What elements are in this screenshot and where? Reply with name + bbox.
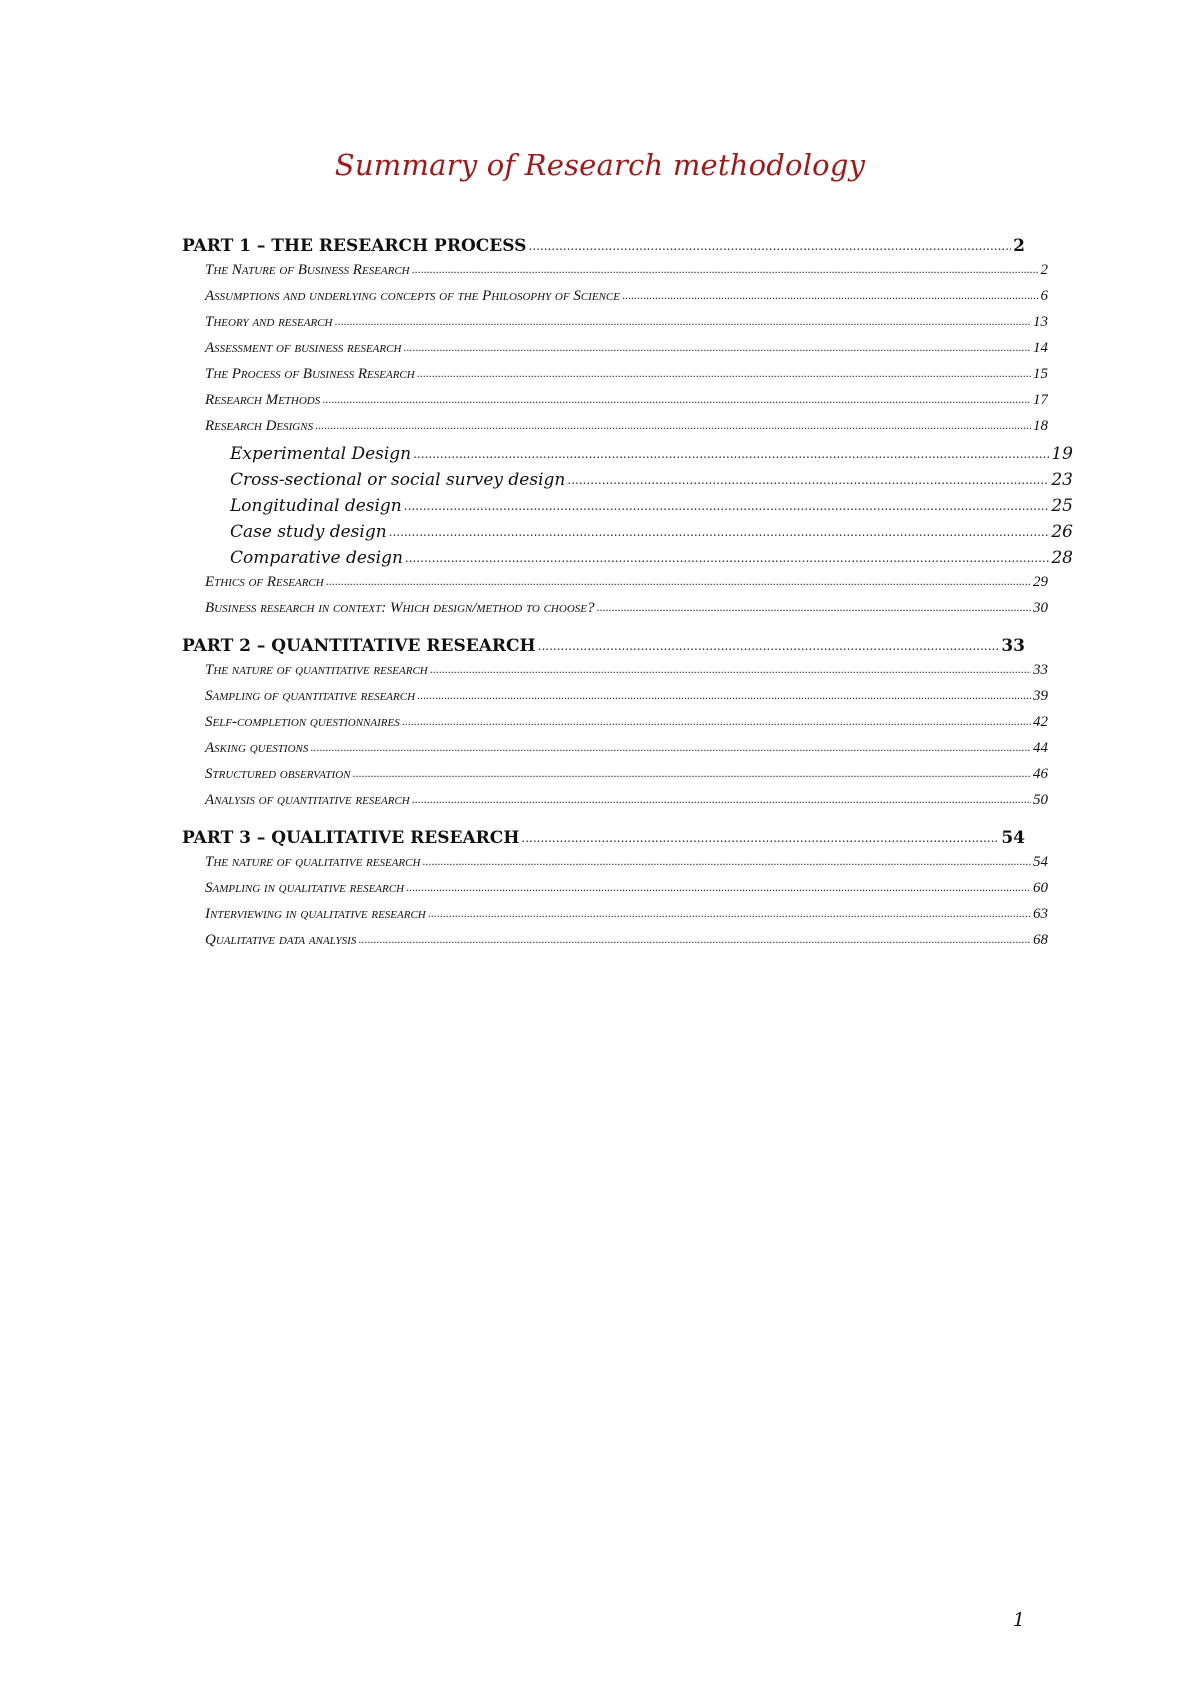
dot-leader <box>538 636 1000 655</box>
toc-subsection-entry[interactable] <box>182 496 1073 522</box>
toc-section-entry[interactable] <box>182 392 1048 418</box>
toc-entry-page-number: 63 <box>1033 906 1048 922</box>
toc-section-entry[interactable] <box>182 880 1048 906</box>
toc-entry-page-number: 30 <box>1033 600 1048 616</box>
toc-entry-page-number: 2 <box>1013 236 1025 256</box>
toc-entry-page-number: 2 <box>1040 262 1048 278</box>
toc-entry-page-number: 18 <box>1033 418 1048 434</box>
toc-entry-page-number: 13 <box>1033 314 1048 330</box>
toc-part-entry[interactable] <box>182 636 1025 662</box>
dot-leader <box>389 522 1050 541</box>
footer-page-number: 1 <box>1012 1609 1025 1631</box>
dot-leader <box>402 714 1031 730</box>
toc-section-entry[interactable] <box>182 740 1048 766</box>
toc-section-entry[interactable] <box>182 262 1048 288</box>
dot-leader <box>406 880 1031 896</box>
toc-subsection-entry[interactable] <box>182 470 1073 496</box>
toc-entry-page-number: 44 <box>1033 740 1048 756</box>
toc-section-entry[interactable] <box>182 932 1048 958</box>
dot-leader <box>322 392 1031 408</box>
toc-entry-label: Comparative design <box>230 548 403 568</box>
toc-entry-page-number: 54 <box>1001 828 1025 848</box>
toc-entry-label: Research Methods <box>205 392 321 408</box>
toc-entry-label: Analysis of quantitative research <box>205 792 410 808</box>
dot-leader <box>622 288 1039 304</box>
toc-subsection-entry[interactable] <box>182 522 1073 548</box>
toc-entry-page-number: 29 <box>1033 574 1048 590</box>
dot-leader <box>326 574 1031 590</box>
dot-leader <box>310 740 1031 756</box>
toc-section-entry[interactable] <box>182 854 1048 880</box>
toc-entry-label: PART 1 – THE RESEARCH PROCESS <box>182 236 527 256</box>
toc-entry-label: Ethics of Research <box>205 574 324 590</box>
toc-part-1 <box>182 236 1073 626</box>
toc-section-entry[interactable] <box>182 574 1048 600</box>
toc-entry-label: Assessment of business research <box>205 340 402 356</box>
toc-section-entry[interactable] <box>182 662 1048 688</box>
toc-entry-page-number: 33 <box>1033 662 1048 678</box>
dot-leader <box>567 470 1049 489</box>
toc-entry-page-number: 28 <box>1051 548 1073 568</box>
toc-entry-label: Research Designs <box>205 418 314 434</box>
dot-leader <box>430 662 1031 678</box>
toc-section-entry[interactable] <box>182 340 1048 366</box>
toc-entry-page-number: 6 <box>1040 288 1048 304</box>
toc-entry-page-number: 23 <box>1051 470 1073 490</box>
toc-part-3 <box>182 828 1048 958</box>
toc-entry-label: The nature of qualitative research <box>205 854 421 870</box>
dot-leader <box>413 444 1049 463</box>
toc-entry-label: PART 2 – QUANTITATIVE RESEARCH <box>182 636 536 656</box>
toc-part-entry[interactable] <box>182 236 1025 262</box>
dot-leader <box>404 496 1050 515</box>
toc-section-entry[interactable] <box>182 766 1048 792</box>
toc-section-entry[interactable] <box>182 314 1048 340</box>
toc-section-entry[interactable] <box>182 288 1048 314</box>
toc-entry-page-number: 17 <box>1033 392 1048 408</box>
toc-entry-label: The nature of quantitative research <box>205 662 428 678</box>
dot-leader <box>412 792 1031 808</box>
toc-entry-page-number: 19 <box>1051 444 1073 464</box>
toc-entry-page-number: 15 <box>1033 366 1048 382</box>
toc-section-entry[interactable] <box>182 366 1048 392</box>
table-of-contents <box>182 236 1073 968</box>
dot-leader <box>412 262 1039 278</box>
toc-entry-label: The Process of Business Research <box>205 366 415 382</box>
dot-leader <box>315 418 1031 434</box>
dot-leader <box>358 932 1031 948</box>
toc-entry-label: Business research in context: Which design/method to choose? <box>205 600 595 616</box>
toc-entry-page-number: 39 <box>1033 688 1048 704</box>
toc-entry-page-number: 46 <box>1033 766 1048 782</box>
toc-entry-page-number: 60 <box>1033 880 1048 896</box>
toc-subsection-entry[interactable] <box>182 548 1073 574</box>
toc-section-entry[interactable] <box>182 906 1048 932</box>
toc-entry-page-number: 25 <box>1051 496 1073 516</box>
toc-entry-label: Sampling of quantitative research <box>205 688 416 704</box>
toc-entry-page-number: 42 <box>1033 714 1048 730</box>
toc-entry-label: Theory and research <box>205 314 333 330</box>
toc-entry-label: The Nature of Business Research <box>205 262 410 278</box>
toc-entry-page-number: 33 <box>1001 636 1025 656</box>
dot-leader <box>521 828 999 847</box>
dot-leader <box>417 688 1031 704</box>
dot-leader <box>428 906 1031 922</box>
toc-entry-label: Longitudinal design <box>230 496 402 516</box>
toc-entry-label: Case study design <box>230 522 387 542</box>
toc-entry-label: Cross-sectional or social survey design <box>230 470 566 490</box>
toc-entry-label: Structured observation <box>205 766 351 782</box>
dot-leader <box>353 766 1032 782</box>
toc-entry-page-number: 26 <box>1051 522 1073 542</box>
toc-section-entry[interactable] <box>182 792 1048 818</box>
toc-entry-label: Self-completion questionnaires <box>205 714 400 730</box>
toc-entry-page-number: 14 <box>1033 340 1048 356</box>
toc-subsection-entry[interactable] <box>182 444 1073 470</box>
toc-entry-page-number: 68 <box>1033 932 1048 948</box>
toc-part-entry[interactable] <box>182 828 1025 854</box>
dot-leader <box>417 366 1031 382</box>
toc-section-entry[interactable] <box>182 600 1048 626</box>
toc-section-entry[interactable] <box>182 418 1048 444</box>
toc-entry-label: Interviewing in qualitative research <box>205 906 426 922</box>
document-title: Summary of Research methodology <box>334 148 866 182</box>
dot-leader <box>422 854 1031 870</box>
toc-part-2 <box>182 636 1048 818</box>
toc-entry-label: PART 3 – QUALITATIVE RESEARCH <box>182 828 520 848</box>
toc-section-entry[interactable] <box>182 714 1048 740</box>
dot-leader <box>405 548 1049 567</box>
dot-leader <box>403 340 1031 356</box>
toc-entry-label: Sampling in qualitative research <box>205 880 405 896</box>
toc-section-entry[interactable] <box>182 688 1048 714</box>
toc-entry-label: Assumptions and underlying concepts of the Philosophy of Science <box>205 288 620 304</box>
toc-entry-label: Qualitative data analysis <box>205 932 357 948</box>
toc-entry-label: Asking questions <box>205 740 309 756</box>
toc-entry-page-number: 50 <box>1033 792 1048 808</box>
dot-leader <box>334 314 1031 330</box>
toc-entry-page-number: 54 <box>1033 854 1048 870</box>
dot-leader <box>528 236 1011 255</box>
toc-entry-label: Experimental Design <box>230 444 412 464</box>
dot-leader <box>596 600 1031 616</box>
